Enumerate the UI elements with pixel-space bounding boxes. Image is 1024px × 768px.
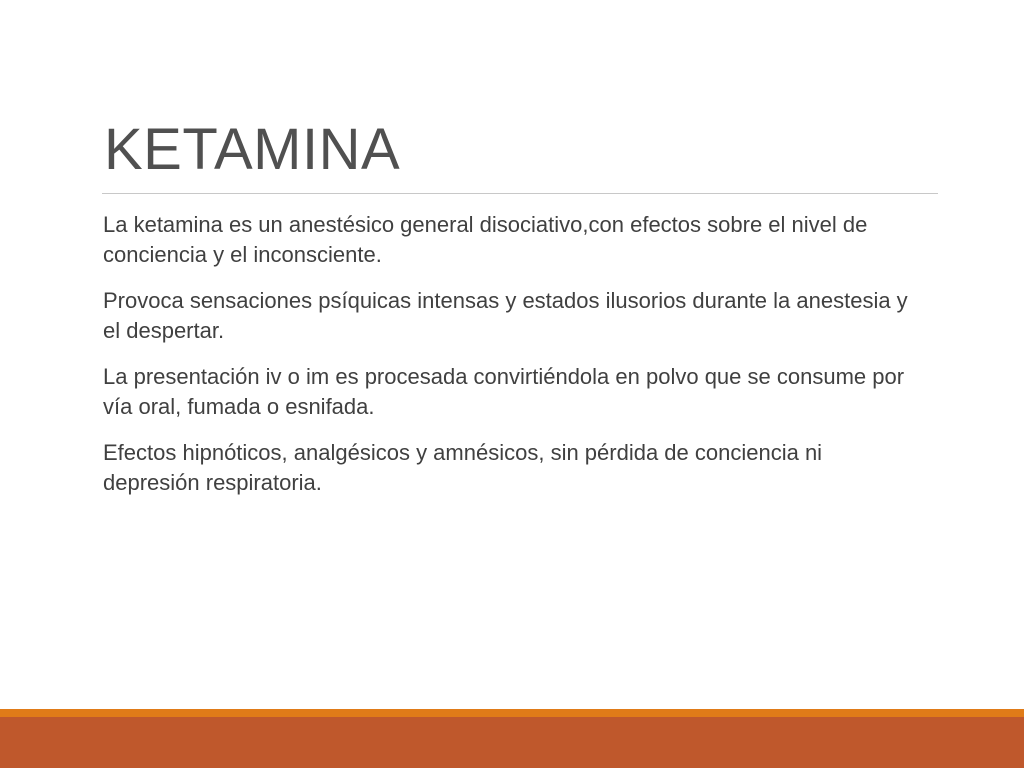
body-paragraph: Provoca sensaciones psíquicas intensas y estados ilusorios durante la anestesia y el despertar. — [103, 288, 908, 343]
accent-band-thick — [0, 717, 1024, 768]
slide-title: KETAMINA — [104, 117, 401, 182]
accent-band-thin — [0, 709, 1024, 717]
slide-body — [103, 210, 923, 514]
body-paragraph: Efectos hipnóticos, analgésicos y amnésicos, sin pérdida de conciencia ni depresión respiratoria. — [103, 440, 823, 495]
body-paragraph: La ketamina es un anestésico general disociativo,con efectos sobre el nivel de conciencia y el inconsciente. — [103, 212, 868, 267]
title-divider — [102, 193, 938, 194]
body-paragraph: La presentación iv o im es procesada convirtiéndola en polvo que se consume por vía oral, fumada o esnifada. — [103, 364, 905, 419]
